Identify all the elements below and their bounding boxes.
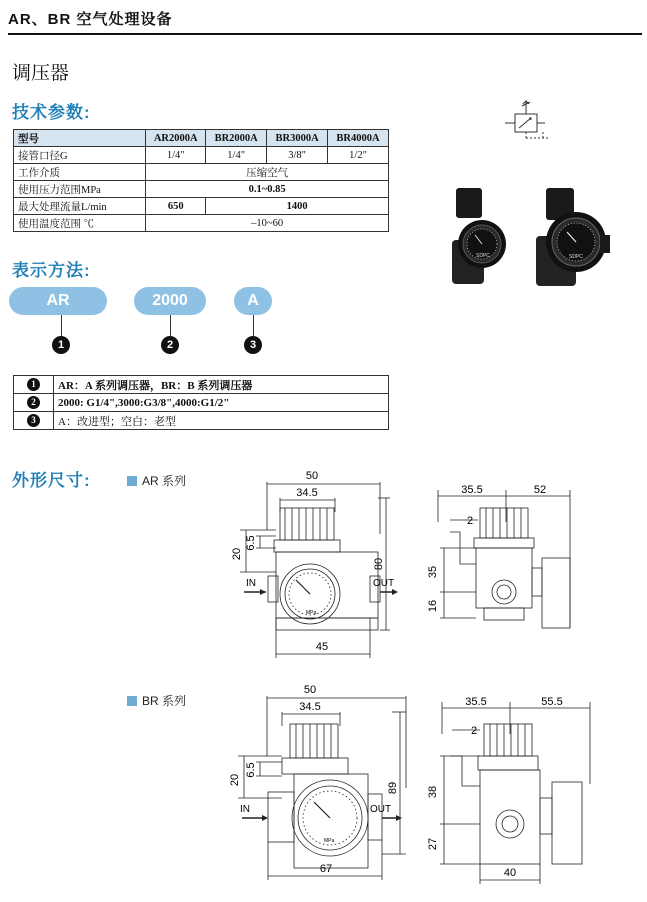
- marker-2: 2: [161, 336, 179, 354]
- ar-front-drawing: [210, 468, 400, 664]
- dim-label: 34.5: [296, 487, 318, 499]
- spec-table: [13, 129, 389, 232]
- dim-label: 35.5: [465, 696, 487, 708]
- dim-label: 45: [315, 641, 329, 653]
- dim-label: 52: [533, 484, 547, 496]
- spec-cell: –10~60: [146, 215, 389, 232]
- dim-label: 67: [319, 863, 333, 875]
- out-label: OUT: [373, 578, 395, 589]
- connector-line: [170, 315, 171, 336]
- dim-label: 20: [229, 773, 241, 787]
- spec-row-label: 接管口径G: [14, 147, 146, 164]
- legend-row: [14, 394, 389, 412]
- spec-row-port: [14, 147, 389, 164]
- section-title-designation: 表示方法:: [12, 261, 91, 280]
- code-pill-series: AR: [9, 287, 107, 315]
- regulator-symbol-icon: [505, 100, 551, 142]
- spec-col-br3000a: BR3000A: [267, 130, 328, 147]
- legend-text: AR：A 系列调压器，BR：B 系列调压器: [54, 376, 389, 394]
- spec-row-medium: [14, 164, 389, 181]
- section-title-spec: 技术参数:: [12, 103, 91, 122]
- legend-num: 3: [14, 412, 54, 430]
- ar-side-drawing: [420, 482, 600, 640]
- photo-brand-large: SDPC: [569, 254, 583, 260]
- dim-label: 35: [427, 565, 439, 579]
- spec-col-ar2000a: AR2000A: [146, 130, 206, 147]
- spec-header-row: [14, 130, 389, 147]
- dim-label: 35.5: [461, 484, 483, 496]
- dim-label: 2: [466, 515, 474, 527]
- legend-text: 2000: G1/4",3000:G3/8",4000:G1/2": [54, 394, 389, 412]
- spec-cell: 1/4": [146, 147, 206, 164]
- dim-label: 34.5: [299, 701, 321, 713]
- connector-line: [61, 315, 62, 336]
- spec-row-label: 使用压力范围MPa: [14, 181, 146, 198]
- spec-row-flow: [14, 198, 389, 215]
- spec-cell: 0.1~0.85: [146, 181, 389, 198]
- dim-label: 6.5: [245, 535, 257, 551]
- dim-label: 20: [231, 547, 243, 561]
- marker-3: 3: [244, 336, 262, 354]
- legend-text: A：改进型；空白：老型: [54, 412, 389, 430]
- dim-label: 40: [503, 867, 517, 879]
- designation-legend: [13, 375, 389, 430]
- spec-col-br2000a: BR2000A: [206, 130, 267, 147]
- spec-row-label: 使用温度范围 ℃: [14, 215, 146, 232]
- dim-label: 89: [387, 781, 399, 795]
- product-photo: [444, 180, 612, 292]
- legend-num: 1: [14, 376, 54, 394]
- spec-cell: 1/4": [206, 147, 267, 164]
- photo-brand-small: SDPC: [476, 253, 490, 259]
- code-pill-size: 2000: [134, 287, 206, 315]
- dim-label: 80: [373, 557, 385, 571]
- gauge-unit: MPa: [306, 610, 317, 616]
- spec-row-pressure: [14, 181, 389, 198]
- spec-row-temp: [14, 215, 389, 232]
- header-rule: [8, 33, 642, 35]
- dim-label: 27: [427, 837, 439, 851]
- spec-cell: 1/2": [328, 147, 389, 164]
- in-label: IN: [246, 578, 256, 589]
- dim-label: 2: [470, 725, 478, 737]
- spec-row-label: 最大处理流量L/min: [14, 198, 146, 215]
- marker-1: 1: [52, 336, 70, 354]
- dim-label: 50: [305, 470, 319, 482]
- dim-label: 6.5: [245, 762, 257, 778]
- spec-col-model: 型号: [14, 130, 146, 147]
- spec-cell: 3/8": [267, 147, 328, 164]
- spec-col-br4000a: BR4000A: [328, 130, 389, 147]
- spec-row-label: 工作介质: [14, 164, 146, 181]
- legend-num: 2: [14, 394, 54, 412]
- series-label-br: BR 系列: [127, 692, 186, 709]
- header-title: AR、BR 空气处理设备: [8, 11, 173, 28]
- dim-label: 16: [427, 599, 439, 613]
- spec-cell: 压缩空气: [146, 164, 389, 181]
- gauge-unit: MPa: [324, 838, 335, 844]
- dim-label: 50: [303, 684, 317, 696]
- out-label: OUT: [370, 804, 392, 815]
- legend-row: [14, 412, 389, 430]
- spec-cell: 1400: [206, 198, 389, 215]
- br-front-drawing: [210, 684, 410, 884]
- in-label: IN: [240, 804, 250, 815]
- dim-label: 55.5: [541, 696, 563, 708]
- legend-row: [14, 376, 389, 394]
- connector-line: [253, 315, 254, 336]
- spec-cell: 650: [146, 198, 206, 215]
- br-side-drawing: [420, 694, 600, 890]
- section-title-dimensions: 外形尺寸:: [12, 471, 91, 490]
- series-label-ar: AR 系列: [127, 472, 186, 489]
- product-title: 调压器: [12, 62, 70, 84]
- code-pill-version: A: [234, 287, 272, 315]
- dim-label: 38: [427, 785, 439, 799]
